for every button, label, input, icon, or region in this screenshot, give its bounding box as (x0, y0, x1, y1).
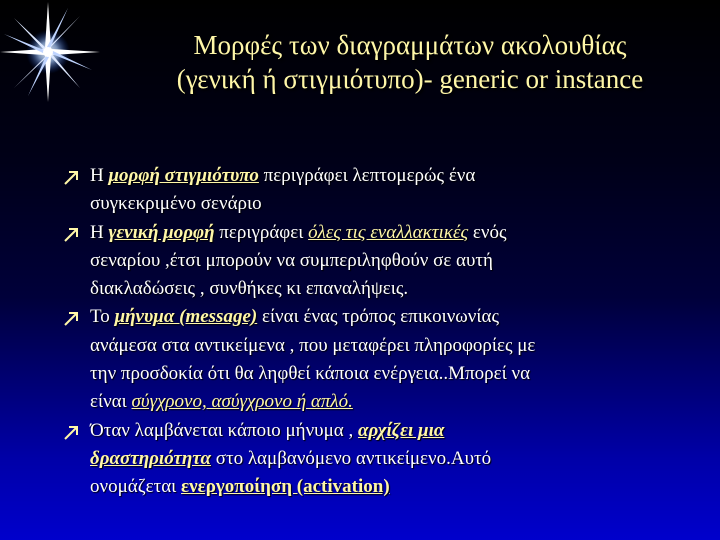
arrow-up-right-icon (62, 424, 80, 442)
text-run: Το (90, 306, 115, 328)
title-line-1: Μορφές των διαγραμμάτων ακολουθίας (193, 30, 627, 60)
text-run: είναι ένας τρόπος επικοινωνίας (257, 306, 499, 328)
bullet-line (90, 219, 710, 247)
bullet-list (60, 162, 710, 502)
term-message: μήνυμα (message) (114, 306, 258, 328)
slide-title (110, 28, 710, 96)
text-run: Η (90, 165, 109, 186)
bullet-item-message (60, 303, 710, 416)
title-line-2: (γενική ή στιγμιότυπο)- generic or instance (176, 64, 644, 94)
bullet-item-generic-form (60, 219, 710, 304)
text-run: ενός (468, 221, 507, 243)
starburst-decoration (0, 0, 120, 120)
bullet-item-instance-form (60, 162, 710, 219)
term-activation: ενεργοποίηση (activation) (181, 476, 390, 498)
term-message-kinds: σύγχρονο, ασύγχρονο ή απλό. (131, 391, 353, 413)
term-all-alternatives: όλες τις εναλλακτικές (308, 221, 469, 243)
text-run: περιγράφει (214, 221, 309, 243)
text-run: στο λαμβανόμενο αντικείμενο.Αυτό (210, 447, 492, 469)
bullet-line (90, 473, 710, 501)
bullet-line (90, 445, 710, 473)
bullet-line: την προσδοκία ότι θα ληφθεί κάποια ενέργεια..Μπορεί να (90, 363, 531, 385)
bullet-line: ανάμεσα στα αντικείμενα , που μεταφέρει πληροφορίες με (90, 334, 536, 356)
term-instance-form: μορφή στιγμιότυπο (108, 165, 259, 186)
arrow-up-right-icon (62, 169, 80, 187)
arrow-up-right-icon (62, 310, 80, 328)
arrow-up-right-icon (62, 226, 80, 244)
term-generic-form: γενική μορφή (108, 221, 215, 243)
bullet-line: συγκεκριμένο σενάριο (90, 193, 262, 215)
bullet-line (90, 388, 710, 416)
text-run: Όταν λαμβάνεται κάποιο μήνυμα , (90, 419, 358, 441)
bullet-line (90, 417, 710, 445)
text-run: ονομάζεται (90, 476, 182, 498)
bullet-line: σεναρίου ,έτσι μπορούν να συμπεριληφθούν σε αυτή (90, 249, 493, 271)
bullet-line: διακλαδώσεις , συνθήκες κι επαναλήψεις. (90, 278, 409, 300)
bullet-item-activation (60, 417, 710, 502)
term-starts-a: αρχίζει μια (357, 419, 445, 441)
text-run: Η (90, 221, 109, 243)
bullet-line (90, 162, 710, 190)
term-activity: δραστηριότητα (90, 447, 211, 469)
text-run: περιγράφει λεπτομερώς ένα (258, 165, 476, 186)
text-run: είναι (90, 391, 132, 413)
bullet-line (90, 303, 710, 331)
